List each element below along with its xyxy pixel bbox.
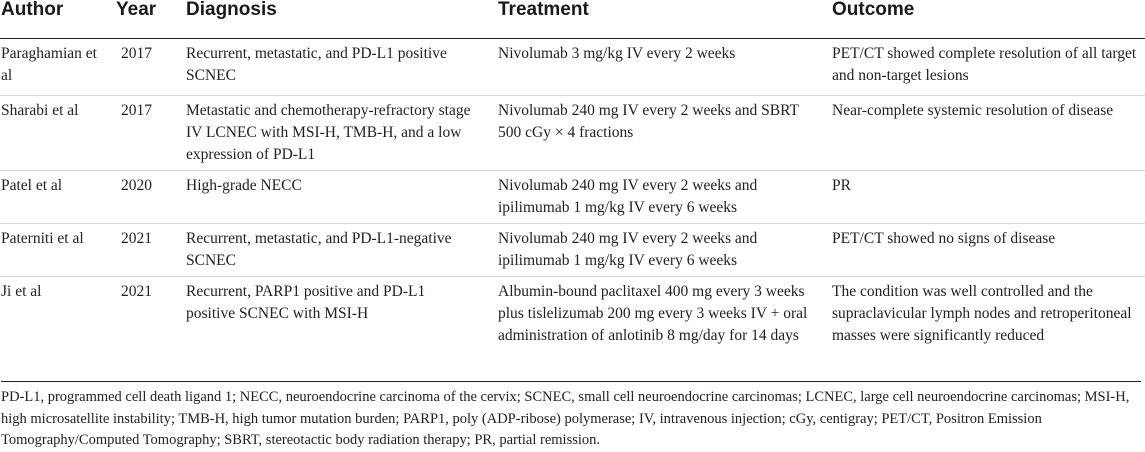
cell-treatment: Nivolumab 3 mg/kg IV every 2 weeks — [491, 39, 824, 96]
header-outcome: Outcome — [824, 0, 1145, 39]
table-row — [0, 39, 1145, 96]
cell-author: Paraghamian et al — [0, 39, 115, 96]
cell-diagnosis: Recurrent, metastatic, and PD-L1-negative SCNEC — [177, 224, 491, 277]
cell-diagnosis: Recurrent, metastatic, and PD-L1 positive SCNEC — [177, 39, 491, 96]
table-header — [0, 0, 1145, 39]
cell-year: 2017 — [115, 96, 177, 171]
table-row — [0, 171, 1145, 224]
header-treatment: Treatment — [491, 0, 824, 39]
table-footnote: PD-L1, programmed cell death ligand 1; NECC, neuroendocrine carcinoma of the cervix; SCNEC, small cell neuroendocrine carcinomas; LCNEC, large cell neuroendocrine carcinomas; MSI-H, high microsatellite instability; TMB-H, high tumor mutation burden; PARP1, poly (ADP-ribose) polymerase; IV, intravenous injection; cGy, centigray; PET/CT, Positron Emission Tomography/Computed Tomography; SBRT, stereotactic body radiation therapy; PR, partial remission. — [1, 381, 1141, 452]
cell-outcome: PR — [824, 171, 1145, 224]
cell-year: 2017 — [115, 39, 177, 96]
header-year: Year — [115, 0, 177, 39]
cell-outcome: The condition was well controlled and the supraclavicular lymph nodes and retroperitoneal masses were significantly reduced — [832, 283, 1132, 344]
cell-year: 2021 — [121, 283, 152, 300]
table-row — [0, 96, 1145, 171]
cell-year: 2021 — [115, 224, 177, 277]
cell-diagnosis: Metastatic and chemotherapy-refractory stage IV LCNEC with MSI-H, TMB-H, and a low expression of PD-L1 — [177, 96, 491, 171]
cell-treatment: Albumin-bound paclitaxel 400 mg every 3 weeks plus tislelizumab 200 mg every 3 weeks IV + oral administration of anlotinib 8 mg/day for 14 days — [498, 283, 808, 344]
table-body — [0, 39, 1145, 373]
header-author: Author — [0, 0, 115, 39]
cell-author: Sharabi et al — [0, 96, 115, 171]
header-diagnosis: Diagnosis — [177, 0, 491, 39]
table-row — [0, 224, 1145, 277]
cell-author: Paterniti et al — [0, 224, 115, 277]
cell-outcome: PET/CT showed no signs of disease — [824, 224, 1145, 277]
table-row — [0, 277, 1145, 373]
header-row — [0, 0, 1145, 39]
cell-author: Patel et al — [0, 171, 115, 224]
cell-outcome: Near-complete systemic resolution of disease — [824, 96, 1145, 171]
cell-outcome: PET/CT showed complete resolution of all target and non-target lesions — [824, 39, 1145, 96]
cell-treatment: Nivolumab 240 mg IV every 2 weeks and ipilimumab 1 mg/kg IV every 6 weeks — [491, 224, 824, 277]
cell-diagnosis: High-grade NECC — [177, 171, 491, 224]
cell-treatment: Nivolumab 240 mg IV every 2 weeks and ipilimumab 1 mg/kg IV every 6 weeks — [491, 171, 824, 224]
cell-author: Ji et al — [1, 283, 42, 300]
cell-diagnosis: Recurrent, PARP1 positive and PD-L1 positive SCNEC with MSI-H — [186, 283, 426, 322]
cell-year: 2020 — [115, 171, 177, 224]
cell-treatment: Nivolumab 240 mg IV every 2 weeks and SBRT 500 cGy × 4 fractions — [491, 96, 824, 171]
